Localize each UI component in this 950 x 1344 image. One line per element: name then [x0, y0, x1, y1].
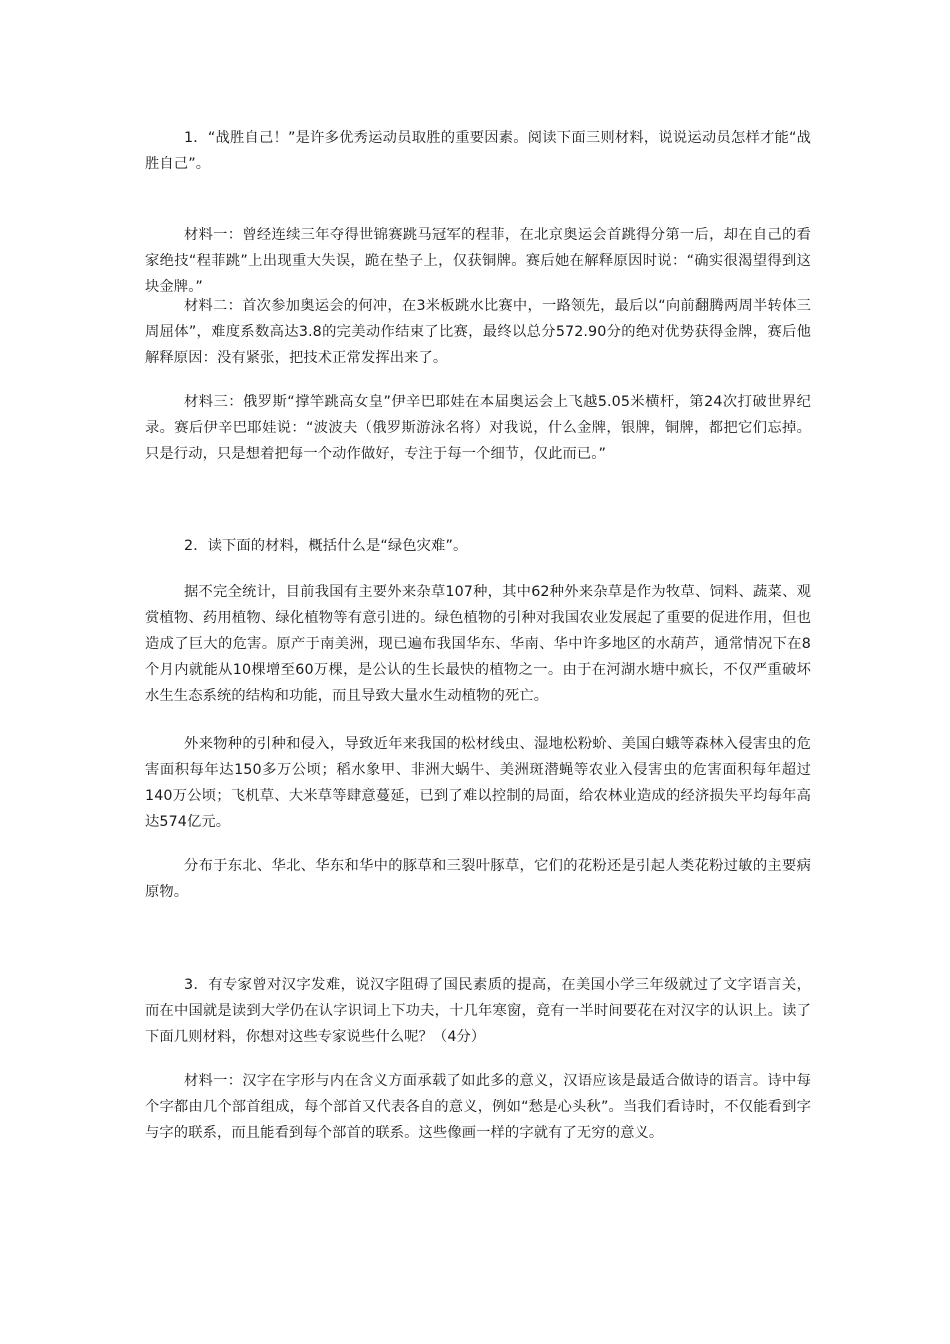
question-1-material-3: 材料三：俄罗斯“撑竿跳高女皇”伊辛巴耶娃在本届奥运会上飞越5.05米横杆，第24次打破世界纪录。赛后伊辛巴耶娃说：“波波夫（俄罗斯游泳名将）对我说，什么金牌，银牌，铜牌，都把它们忘掉。只是行动，只是想着把每一个动作做好，专注于每一个细节，仅此而已。” — [145, 394, 811, 462]
question-2-material-1: 据不完全统计，目前我国有主要外来杂草107种，其中62种外来杂草是作为牧草、饲料、蔬菜、观赏植物、药用植物、绿化植物等有意引进的。绿色植物的引种对我国农业发展起了重要的促进作用，但也造成了巨大的危害。原产于南美洲，现已遍布我国华东、华南、华中许多地区的水葫芦，通常情况下在8个月内就能从10棵增至60万棵，是公认的生长最快的植物之一。由于在河湖水塘中疯长，不仅严重破坏水生生态系统的结构和功能，而且导致大量水生动植物的死亡。 — [145, 584, 811, 704]
question-2-prompt: 2．读下面的材料，概括什么是“绿色灾难”。 — [184, 538, 468, 554]
question-3-material-1: 材料一：汉字在字形与内在含义方面承载了如此多的意义，汉语应该是最适合做诗的语言。诗中每个字都由几个部首组成，每个部首又代表各自的意义，例如“愁是心头秋”。当我们看诗时，不仅能看到字与字的联系，而且能看到每个部首的联系。这些像画一样的字就有了无穷的意义。 — [145, 1073, 811, 1141]
question-1-prompt: 1．“战胜自己！”是许多优秀运动员取胜的重要因素。阅读下面三则材料，说说运动员怎样才能“战胜自己”。 — [145, 130, 811, 172]
question-1-material-2: 材料二：首次参加奥运会的何冲，在3米板跳水比赛中，一路领先，最后以“向前翻腾两周半转体三周屈体”，难度系数高达3.8的完美动作结束了比赛，最终以总分572.90分的绝对优势获得金牌，赛后他解释原因：没有紧张，把技术正常发挥出来了。 — [145, 298, 811, 366]
question-2-material-3: 分布于东北、华北、华东和华中的豚草和三裂叶豚草，它们的花粉还是引起人类花粉过敏的主要病原物。 — [145, 858, 811, 900]
question-3-prompt: 3．有专家曾对汉字发难，说汉字阻碍了国民素质的提高，在美国小学三年级就过了文字语言关，而在中国就是读到大学仍在认字识词上下功夫，十几年寒窗，竟有一半时间要花在对汉字的认识上。读了下面几则材料，你想对这些专家说些什么呢？（4分） — [145, 977, 811, 1045]
question-1-material-1: 材料一：曾经连续三年夺得世锦赛跳马冠军的程菲，在北京奥运会首跳得分第一后，却在自己的看家绝技“程菲跳”上出现重大失误，跪在垫子上，仅获铜牌。赛后她在解释原因时说：“确实很渴望得到这块金牌。” — [145, 227, 811, 295]
question-2-material-2: 外来物种的引种和侵入，导致近年来我国的松材线虫、湿地松粉蚧、美国白蛾等森林入侵害虫的危害面积每年达150多万公顷；稻水象甲、非洲大蜗牛、美洲斑潜蝇等农业入侵害虫的危害面积每年超过140万公顷；飞机草、大米草等肆意蔓延，已到了难以控制的局面，给农林业造成的经济损失平均每年高达574亿元。 — [145, 736, 811, 830]
